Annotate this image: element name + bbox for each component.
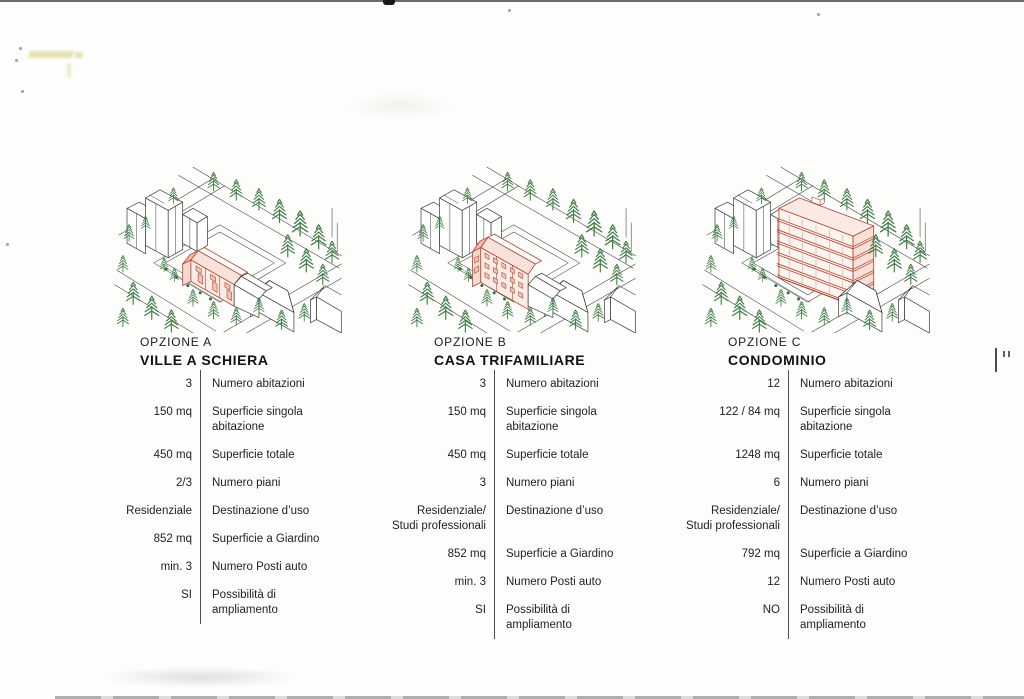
option-title: CASA TRIFAMILIARE [434, 352, 586, 368]
spec-table [392, 370, 638, 639]
spec-value-line: 852 mq [447, 547, 486, 560]
spec-value [112, 469, 200, 497]
spec-value-line: 122 / 84 mq [719, 405, 780, 418]
spec-label: Possibilità di ampliamento [200, 581, 344, 624]
table-row [700, 568, 932, 596]
spec-label: Numero abitazioni [788, 370, 932, 398]
spec-value [700, 441, 788, 469]
table-row [112, 469, 344, 497]
spec-label: Numero abitazioni [200, 370, 344, 398]
spec-value [112, 441, 200, 469]
table-row [112, 441, 344, 469]
spec-label: Superficie a Giardino [494, 540, 638, 568]
spec-value-line: SI [181, 588, 192, 601]
scan-top-edge [0, 0, 1024, 2]
spec-label: Numero Posti auto [200, 553, 344, 581]
spec-value-line: 3 [185, 377, 192, 390]
scan-speck [6, 243, 9, 246]
spec-value [700, 596, 788, 639]
spec-value-line: Residenziale/ [416, 504, 486, 517]
site-plan-illustration-c [700, 163, 932, 333]
spec-value [406, 370, 494, 398]
spec-value [406, 441, 494, 469]
margin-pen-mark [995, 348, 1015, 374]
site-plan-illustration-a [112, 163, 344, 333]
table-row [700, 596, 932, 639]
spec-value-line: SI [475, 603, 486, 616]
spec-label: Numero piani [788, 469, 932, 497]
spec-value-line: 3 [479, 476, 486, 489]
table-row [112, 553, 344, 581]
table-row [112, 370, 344, 398]
spec-value-line: 12 [767, 377, 780, 390]
table-row [392, 497, 638, 540]
table-row [406, 596, 638, 639]
spec-value [112, 370, 200, 398]
spec-value-line: min. 3 [454, 575, 486, 588]
option-card [112, 163, 344, 639]
spec-value [700, 370, 788, 398]
spec-value [112, 581, 200, 624]
scan-top-blob [383, 0, 395, 5]
spec-label: Destinazione d’uso [788, 497, 932, 540]
spec-label: Superficie singola abitazione [494, 398, 638, 441]
spec-value [700, 398, 788, 441]
faint-stamp-artifact [27, 43, 87, 69]
scan-smudge [345, 93, 455, 119]
scan-speck [508, 9, 511, 12]
table-row [112, 398, 344, 441]
scan-speck [15, 59, 18, 62]
spec-label: Superficie a Giardino [200, 525, 344, 553]
option-card [392, 163, 638, 639]
spec-label: Numero Posti auto [788, 568, 932, 596]
option-kicker: OPZIONE B [434, 335, 507, 349]
spec-label: Destinazione d’uso [494, 497, 638, 540]
spec-label: Possibilità di ampliamento [494, 596, 638, 639]
spec-value [406, 398, 494, 441]
spec-value-line: 852 mq [153, 532, 192, 545]
table-row [112, 497, 344, 525]
spec-value-line: Residenziale/ [710, 504, 780, 517]
table-row [406, 441, 638, 469]
table-row [112, 525, 344, 553]
spec-label: Numero Posti auto [494, 568, 638, 596]
spec-value [406, 469, 494, 497]
spec-value [112, 525, 200, 553]
spec-value [700, 469, 788, 497]
spec-label: Destinazione d’uso [200, 497, 344, 525]
spec-label: Superficie singola abitazione [788, 398, 932, 441]
spec-value-line: 1248 mq [735, 448, 780, 461]
scan-speck [21, 90, 24, 93]
spec-label: Numero piani [200, 469, 344, 497]
spec-value-line: Studi professionali [686, 519, 780, 532]
spec-value [392, 497, 494, 540]
spec-value-line: NO [762, 603, 780, 616]
option-card [686, 163, 932, 639]
spec-label: Possibilità di ampliamento [788, 596, 932, 639]
spec-value-line: Studi professionali [392, 519, 486, 532]
table-row [112, 581, 344, 624]
spec-value [112, 398, 200, 441]
table-row [406, 398, 638, 441]
table-row [406, 540, 638, 568]
table-row [406, 370, 638, 398]
options-row [112, 163, 932, 639]
spec-label: Numero piani [494, 469, 638, 497]
spec-value-line: 12 [767, 575, 780, 588]
table-row [700, 398, 932, 441]
scan-speck [19, 47, 22, 50]
site-plan-illustration-b [406, 163, 638, 333]
option-title: VILLE A SCHIERA [140, 352, 269, 368]
option-kicker: OPZIONE C [728, 335, 802, 349]
option-kicker: OPZIONE A [140, 335, 212, 349]
table-row [686, 497, 932, 540]
scan-smudge [100, 666, 300, 688]
spec-value-line: 2/3 [176, 476, 192, 489]
spec-value-line: 450 mq [447, 448, 486, 461]
spec-value-line: 150 mq [153, 405, 192, 418]
spec-value [686, 497, 788, 540]
table-row [700, 540, 932, 568]
spec-value [406, 596, 494, 639]
table-row [406, 469, 638, 497]
spec-value [700, 568, 788, 596]
table-row [700, 441, 932, 469]
spec-value [112, 553, 200, 581]
table-row [700, 469, 932, 497]
spec-value [112, 497, 200, 525]
spec-label: Superficie totale [788, 441, 932, 469]
spec-table [112, 370, 344, 624]
spec-value-line: min. 3 [160, 560, 192, 573]
spec-value-line: 792 mq [741, 547, 780, 560]
scan-speck [817, 13, 820, 16]
spec-label: Numero abitazioni [494, 370, 638, 398]
spec-value-line: Residenziale [126, 504, 192, 517]
spec-value-line: 450 mq [153, 448, 192, 461]
spec-value [406, 568, 494, 596]
spec-label: Superficie totale [200, 441, 344, 469]
spec-value-line: 150 mq [447, 405, 486, 418]
spec-label: Superficie singola abitazione [200, 398, 344, 441]
table-row [700, 370, 932, 398]
spec-label: Superficie totale [494, 441, 638, 469]
spec-table [686, 370, 932, 639]
spec-value-line: 3 [479, 377, 486, 390]
table-row [406, 568, 638, 596]
spec-value [406, 540, 494, 568]
spec-value [700, 540, 788, 568]
option-title: CONDOMINIO [728, 352, 827, 368]
spec-value-line: 6 [773, 476, 780, 489]
spec-label: Superficie a Giardino [788, 540, 932, 568]
